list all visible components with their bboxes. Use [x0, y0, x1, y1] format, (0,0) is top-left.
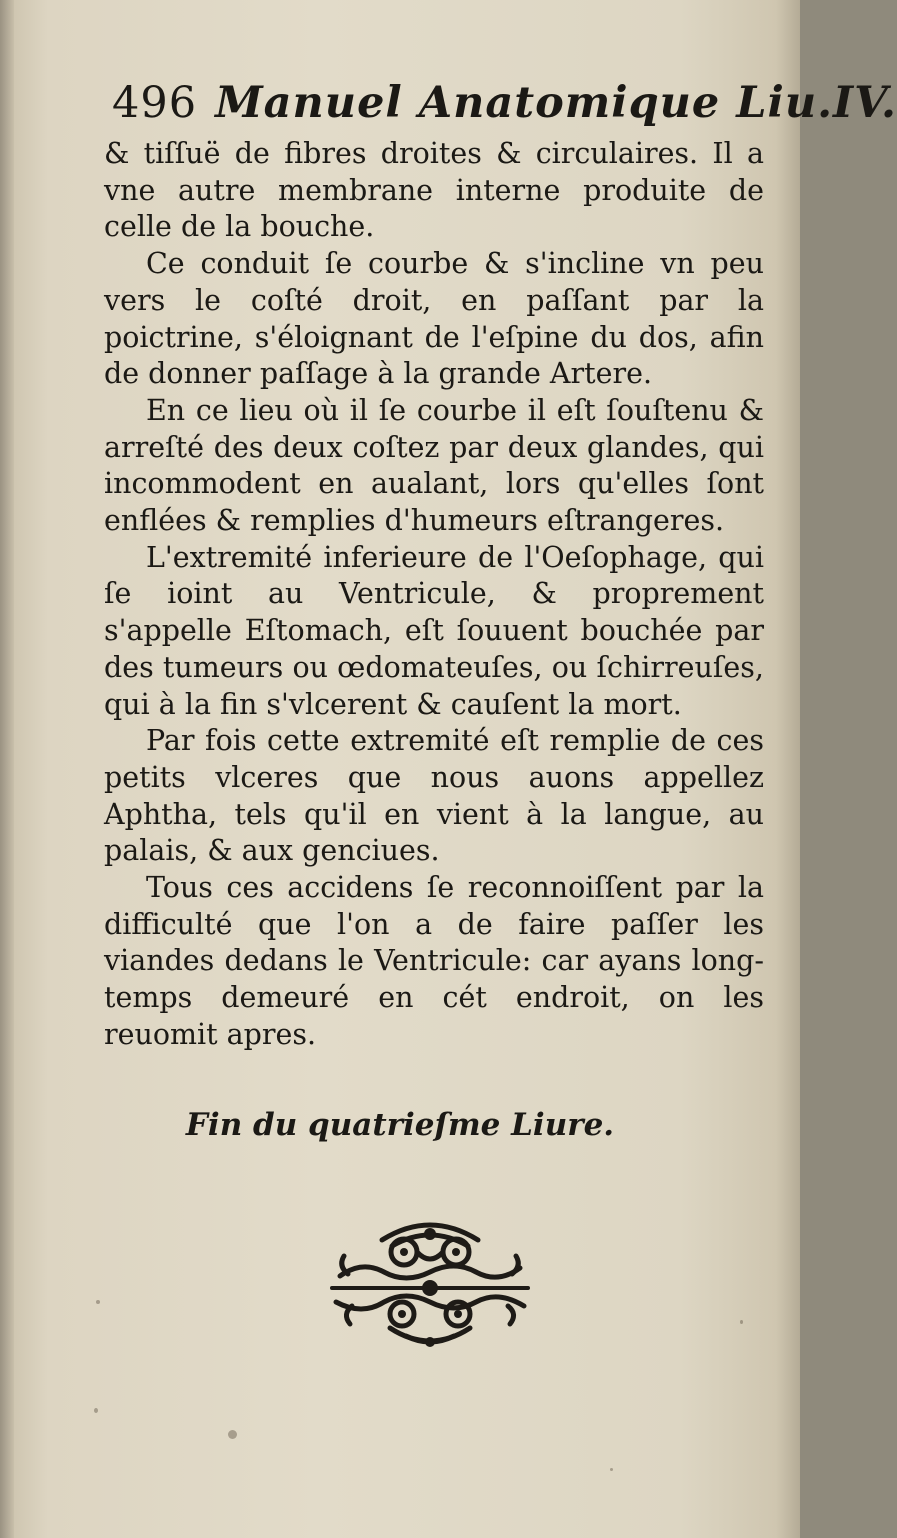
colophon: Fin du quatrieſme Liure.: [185, 1107, 615, 1143]
ink-speck: [610, 1468, 613, 1471]
running-header: [112, 78, 897, 128]
paragraph: Ce conduit ſe courbe & s'incline vn peu vers le coſté droit, en paſſant par la poictrine, s'éloignant de l'eſpine du dos, afin de donner paſſage à la grande Artere.: [104, 247, 764, 391]
ink-speck: [228, 1430, 237, 1439]
ink-speck: [96, 1300, 100, 1304]
ink-speck: [94, 1408, 98, 1413]
paragraph: Tous ces accidens ſe reconnoiſſent par la difficulté que l'on a de faire paſſer les viandes dedans le Ventricule: car ayans long-temps demeuré en cét endroit, on les reuomit apres.: [104, 871, 764, 1051]
paragraph: Par fois cette extremité eſt remplie de ces petits vlceres que nous auons appellez Aphtha, tels qu'il en vient à la langue, au palais, & aux genciues.: [104, 724, 764, 868]
paragraph: L'extremité inferieure de l'Oeſophage, qui ſe ioint au Ventricule, & proprement s'appelle Eſtomach, eſt ſouuent bouchée par des tumeurs ou œdomateuſes, ou ſchirreuſes, qui à la fin s'vlcerent & cauſent la mort.: [104, 540, 764, 721]
body-text: [104, 136, 764, 1054]
paragraph: En ce lieu où il ſe courbe il eſt ſouſtenu & arreſté des deux coſtez par deux glandes, qui incommodent en aualant, lors qu'elles ſont enflées & remplies d'humeurs eſtrangeres.: [104, 393, 764, 538]
page-number: 496: [112, 78, 198, 128]
ink-speck: [740, 1320, 743, 1324]
running-title: Manuel Anatomique Liu.IV.: [215, 78, 897, 128]
fleuron-ornament-icon: [322, 1210, 538, 1356]
paragraph-continuation: & tiſſuë de fibres droites & circulaires. Il a vne autre membrane interne produite de celle de la bouche.: [104, 137, 764, 244]
